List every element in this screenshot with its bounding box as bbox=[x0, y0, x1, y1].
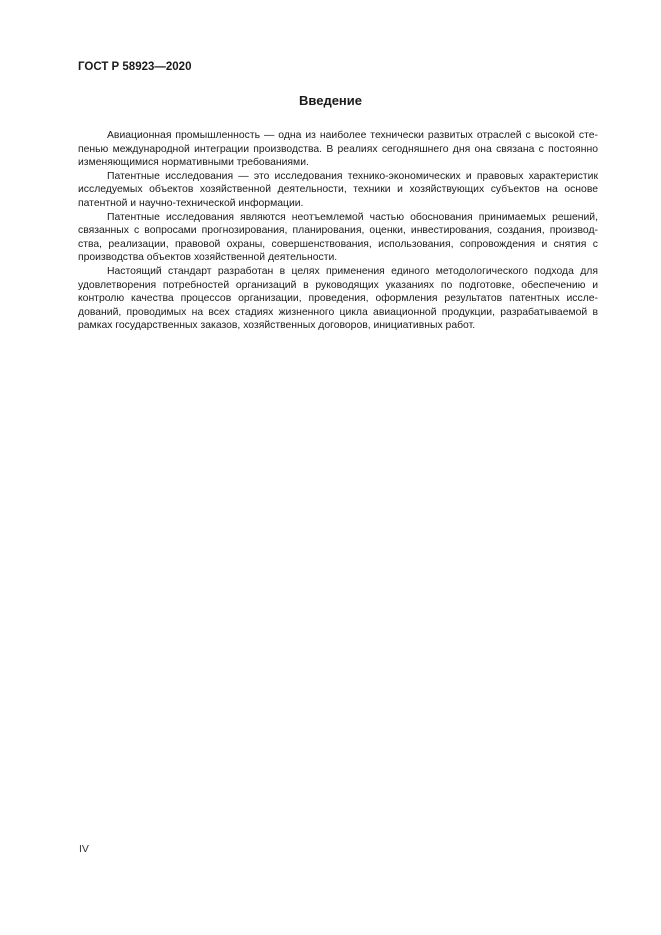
text-line: патентной и научно-технической информации. bbox=[78, 197, 304, 209]
page-number: IV bbox=[79, 843, 89, 855]
paragraph-2 bbox=[78, 170, 598, 211]
paragraph-4 bbox=[78, 265, 598, 333]
text-line: Настоящий стандарт разработан в целях применения единого методологического подхода для bbox=[107, 265, 598, 277]
text-line: Патентные исследования — это исследования технико-экономических и правовых характеристик bbox=[107, 170, 598, 182]
body-text bbox=[78, 129, 598, 333]
text-line: связанных с вопросами прогнозирования, планирования, оценки, инвестирования, создания, производ- bbox=[78, 225, 598, 237]
text-line: производства объектов хозяйственной деятельности. bbox=[78, 252, 338, 264]
text-line: исследуемых объектов хозяйственной деятельности, техники и хозяйствующих субъектов на основе bbox=[78, 184, 598, 196]
paragraph-1 bbox=[78, 129, 598, 170]
text-line: удовлетворения потребностей организаций в руководящих указаниях по подготовке, обеспечению и bbox=[78, 279, 598, 291]
text-line: контролю качества процессов организации, проведения, оформления результатов патентных иссле- bbox=[78, 293, 598, 305]
text-line: рамках государственных заказов, хозяйственных договоров, инициативных работ. bbox=[78, 320, 476, 332]
text-line: Авиационная промышленность — одна из наиболее технически развитых отраслей с высокой сте- bbox=[107, 130, 598, 141]
text-line: изменяющимися нормативными требованиями. bbox=[78, 157, 309, 169]
text-line: ства, реализации, правовой охраны, совершенствования, использования, сопровождения и снятия с bbox=[78, 238, 598, 250]
paragraph-3 bbox=[78, 211, 598, 265]
document-header: ГОСТ Р 58923—2020 bbox=[78, 61, 192, 73]
text-line: Патентные исследования являются неотъемлемой частью обоснования принимаемых решений, bbox=[107, 211, 598, 223]
section-title: Введение bbox=[299, 93, 362, 108]
text-line: пенью международной интеграции производства. В реалиях сегодняшнего дня она связана с постоянно bbox=[78, 143, 598, 155]
text-line: дований, проводимых на всех стадиях жизненного цикла авиационной продукции, разрабатываемой в bbox=[78, 306, 598, 318]
